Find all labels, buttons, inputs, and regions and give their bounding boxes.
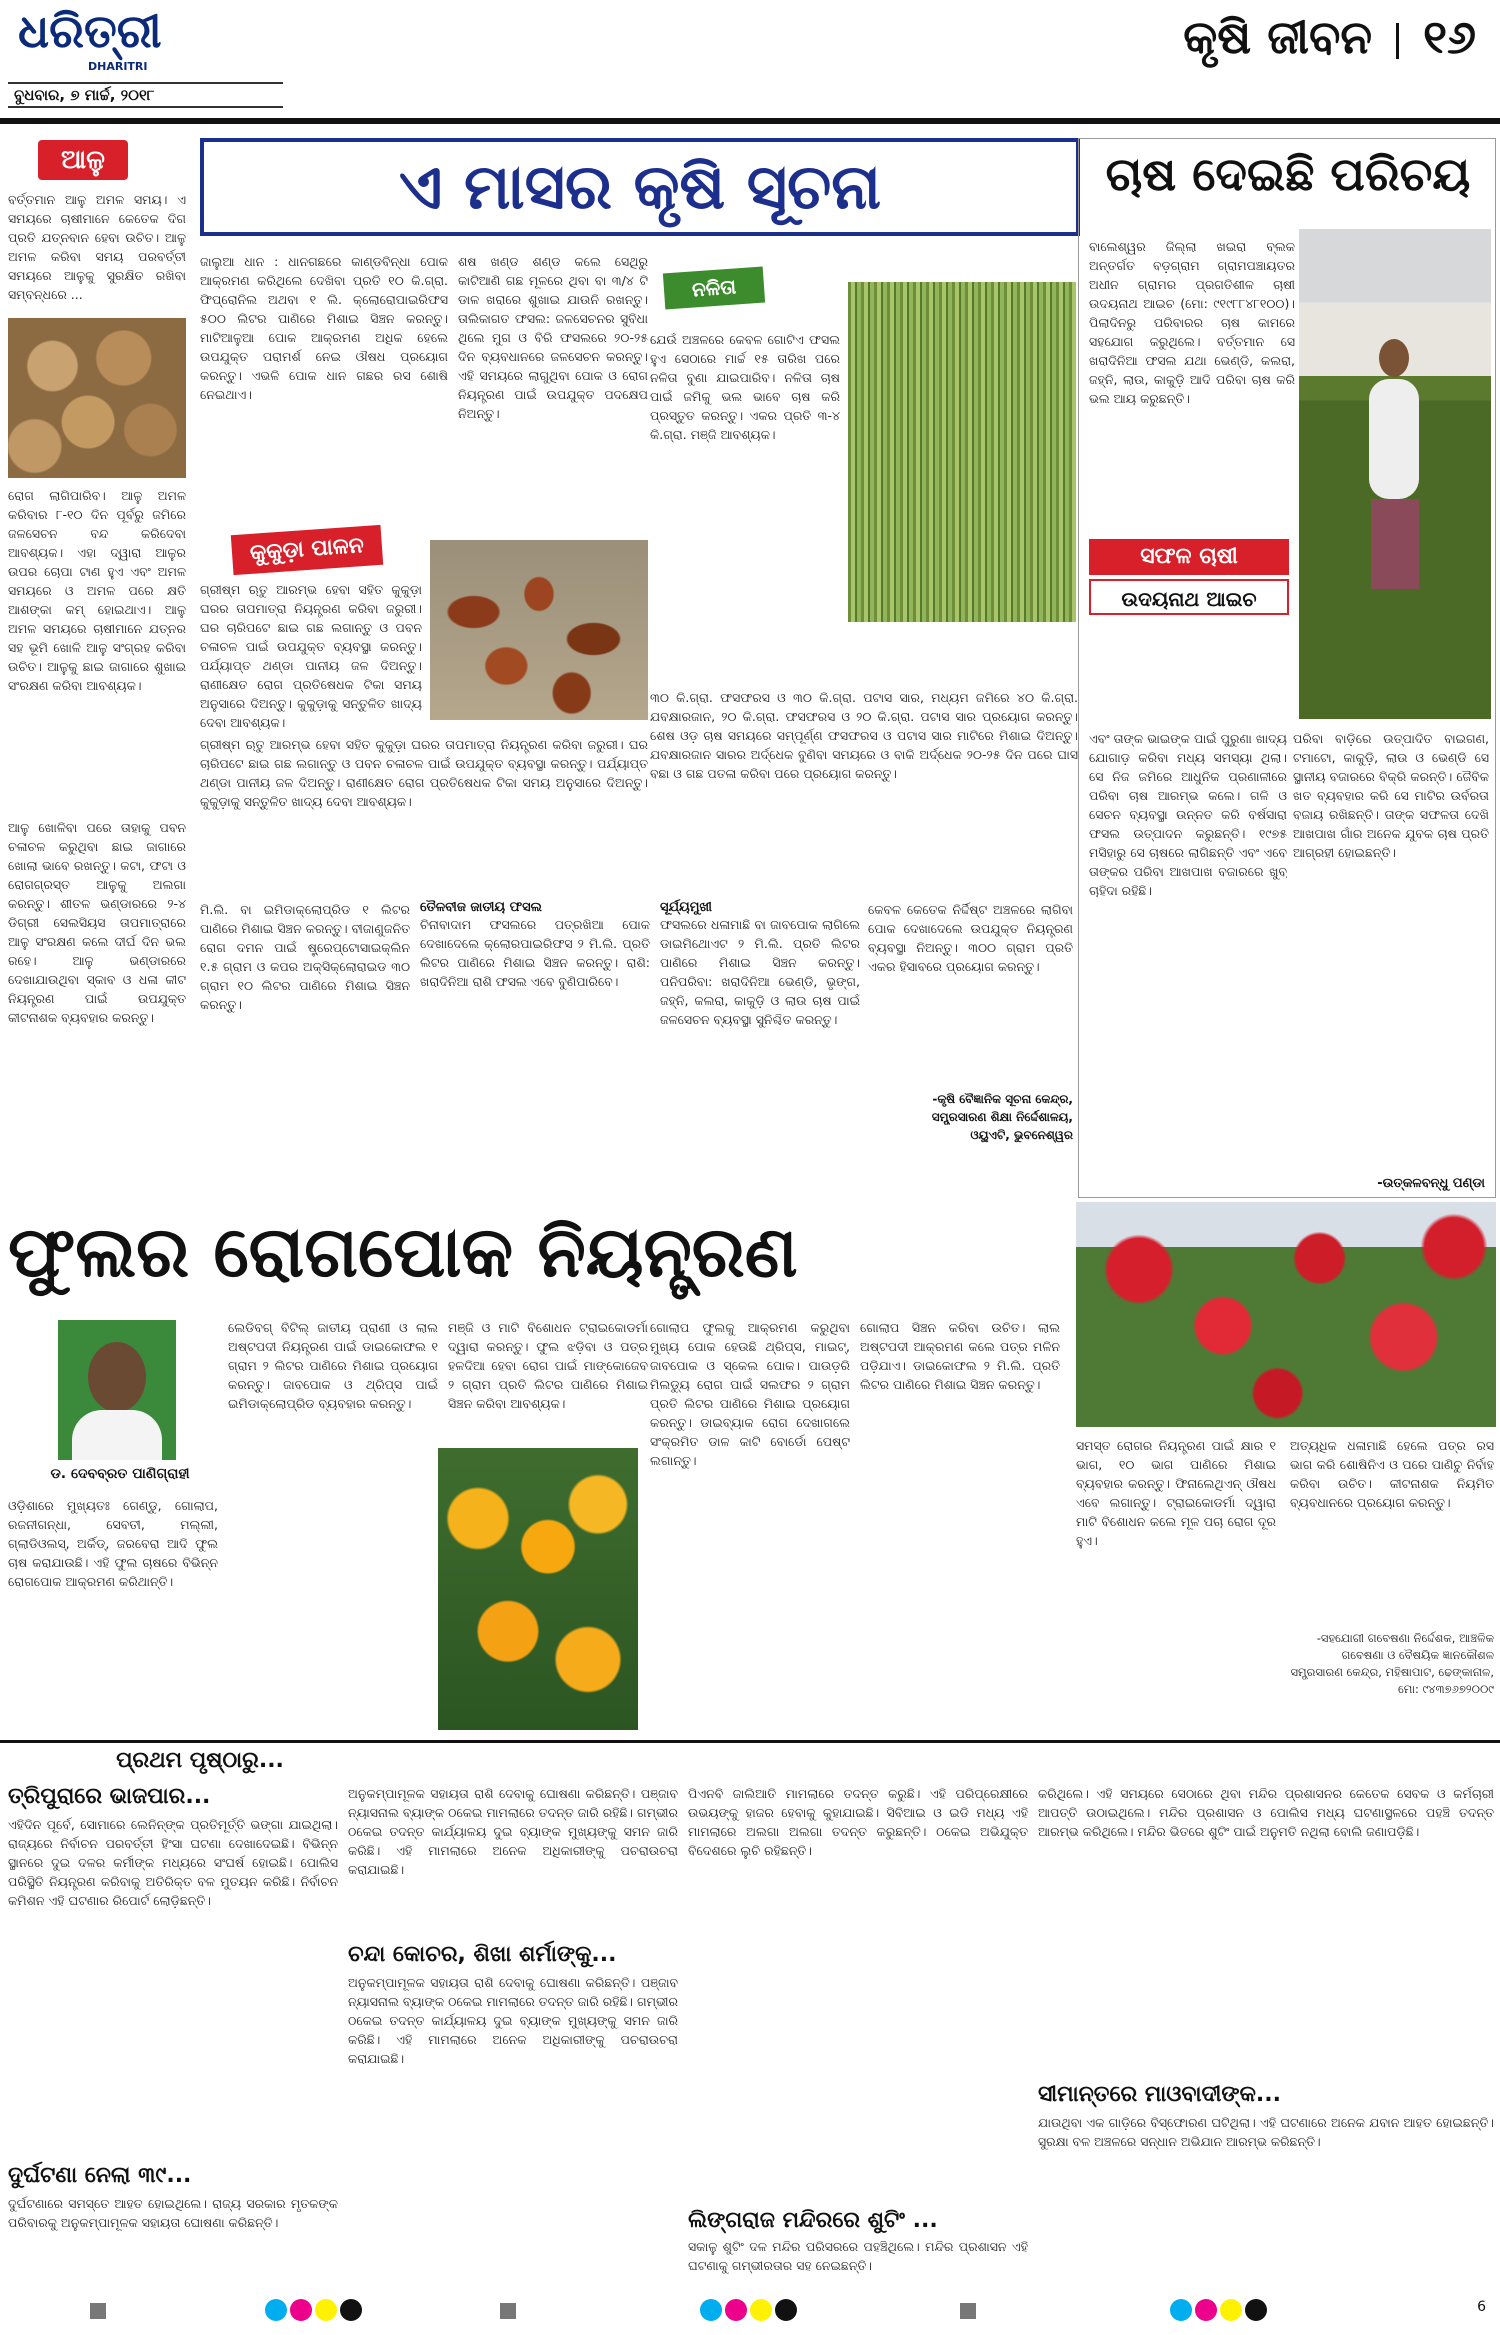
author-face bbox=[88, 1342, 146, 1412]
flower-col-1: ଲେଡିବଗ୍ ବିଟିଲ୍ ଜାତୀୟ ପ୍ରାଣୀ ଓ ଲାଲ ଅଷ୍ଟପଦୀ ନିୟନ୍ତ୍ରଣ ପାଇଁ ଡାଇକୋଫଲ ୧ ଗ୍ରାମ ୨ ଲିଟର ପାଣିରେ ମିଶାଇ ପ୍ରୟୋଗ କରନ୍ତୁ। ଜାବପୋକ ଓ ଥ୍ରିପ୍ସ ପାଇଁ ଇମିଡାକ୍ଲୋପ୍ରିଡ ବ୍ୟବହାର କରନ୍ତୁ। bbox=[228, 1320, 438, 1411]
cyan-dot-3 bbox=[1170, 2299, 1192, 2321]
month-headline: ଏ ମାସର କୃଷି ସୂଚନା bbox=[398, 150, 882, 223]
logo-text: ଧରିତ୍ରୀ bbox=[18, 4, 162, 58]
story-6-text: କରିଥିଲେ। ଏହି ସମୟରେ ସେଠାରେ ଥିବା ମନ୍ଦିର ପ୍ରଶାସନର କେତେକ ସେବକ ଓ କର୍ମଚାରୀ ଆପତ୍ତି ଉଠାଇଥିଲେ। ମନ୍ଦିର ପ୍ରଶାସନ ଓ ପୋଲିସ ମଧ୍ୟ ଘଟଣାସ୍ଥଳରେ ପହଞ୍ଚି ତଦନ୍ତ ଆରମ୍ଭ କରିଥିଲେ। ମନ୍ଦିର ଭିତରେ ଶୁଟିଂ ପାଇଁ ଅନୁମତି ନଥିଲା ବୋଲି ଜଣାପଡ଼ିଛି। bbox=[1038, 1786, 1494, 1839]
profile-author: -ଉତ୍କଳବନ୍ଧୁ ପଣ୍ଡା bbox=[1377, 1176, 1485, 1191]
month-headline-box bbox=[200, 138, 1080, 236]
profile-tag-1: ସଫଳ ଚାଷୀ bbox=[1089, 539, 1289, 575]
continued-label: ପ୍ରଥମ ପୃଷ୍ଠାରୁ... bbox=[116, 1748, 284, 1773]
poultry-article bbox=[200, 530, 650, 890]
middle-col-4: କେବଳ କେତେକ ନିର୍ଦ୍ଦିଷ୍ଟ ଅଞ୍ଚଳରେ ଲାଗିବା ପୋକ ଦେଖାଦେଲେ ଉପଯୁକ୍ତ ନିୟନ୍ତ୍ରଣ ବ୍ୟବସ୍ଥା ନିଅନ୍ତୁ। ୩୦୦ ଗ୍ରାମ ପ୍ରତି ଏକର ହିସାବରେ ପ୍ରୟୋଗ କରନ୍ତୁ। bbox=[868, 902, 1073, 974]
black-dot-3 bbox=[1245, 2299, 1267, 2321]
continued-col-3 bbox=[688, 1784, 1028, 2274]
section-divider bbox=[1396, 23, 1399, 59]
middle-signature-1: -କୃଷି ବୈଜ୍ଞାନିକ ସୂଚନା କେନ୍ଦ୍ର, bbox=[932, 1092, 1073, 1106]
logo bbox=[18, 4, 238, 76]
author-shirt bbox=[72, 1410, 162, 1460]
flower-headline: ଫୁଲର ରୋଗପୋକ ନିୟନ୍ତ୍ରଣ bbox=[8, 1210, 798, 1293]
farmer-photo bbox=[1299, 229, 1491, 719]
dateline: ବୁଧବାର, ୭ ମାର୍ଚ୍ଚ, ୨୦୧୮ bbox=[8, 82, 283, 108]
aloo-article bbox=[8, 138, 188, 1168]
black-dot-1 bbox=[340, 2299, 362, 2321]
yellow-dot-3 bbox=[1220, 2299, 1242, 2321]
yellow-dot-1 bbox=[315, 2299, 337, 2321]
flower-intro: ଓଡ଼ିଶାରେ ମୁଖ୍ୟତଃ ଗେଣ୍ଡୁ, ଗୋଲାପ, ରଜନୀଗନ୍ଧା, ସେବତୀ, ମଲ୍ଲୀ, ଗ୍ଲାଡିଓଲସ୍, ଅର୍କିଡ୍, ଜରବେରା ଆଦି ଫୁଲ ଚାଷ କରାଯାଉଛି। ଏହି ଫୁଲ ଚାଷରେ ବିଭିନ୍ନ ରୋଗପୋକ ଆକ୍ରମଣ କରିଥାନ୍ତି। bbox=[8, 1498, 218, 1589]
nalita-label: ନଳିତା bbox=[663, 267, 765, 310]
registration-square-2 bbox=[500, 2303, 516, 2319]
jute-photo bbox=[848, 282, 1076, 622]
profile-article bbox=[1078, 138, 1496, 1198]
middle-col-2: ଚିନାବାଦାମ ଫସଲରେ ପତ୍ରଖିଆ ପୋକ ଦେଖାଦେଲେ କ୍ଲୋରପାଇରିଫସ ୨ ମି.ଲି. ପ୍ରତି ଲିଟର ପାଣିରେ ମିଶାଇ ସିଞ୍ଚନ କରନ୍ତୁ। ରାଶି: ଖରାଦିନିଆ ରାଶି ଫସଲ ଏବେ ବୁଣିପାରିବେ। bbox=[420, 917, 650, 989]
middle-col-2-head: ତୈଳବୀଜ ଜାତୀୟ ଫସଲ bbox=[420, 900, 542, 915]
aloo-text-3: ଆଳୁ ଖୋଳିବା ପରେ ତାହାକୁ ପବନ ଚଳାଚଳ କରୁଥିବା ଛାଇ ଜାଗାରେ ଖୋଲା ଭାବେ ରଖନ୍ତୁ। କଟା, ଫଟା ଓ ରୋଗଗ୍ରସ୍ତ ଆଳୁକୁ ଅଲଗା କରନ୍ତୁ। ଶୀତଳ ଭଣ୍ଡାରରେ ୨-୪ ଡିଗ୍ରୀ ସେଲସିୟସ ତାପମାତ୍ରାରେ ଆଳୁ ସଂରକ୍ଷଣ କଲେ ଦୀର୍ଘ ଦିନ ଭଲ ରହେ। ଆଳୁ ଭଣ୍ଡାରରେ ଦେଖାଯାଉଥିବା ସ୍କାବ ଓ ଧଳା କୀଟ ନିୟନ୍ତ୍ରଣ ପାଇଁ ଉପଯୁକ୍ତ କୀଟନାଶକ ବ୍ୟବହାର କରନ୍ତୁ। bbox=[8, 820, 186, 1025]
section-title bbox=[1183, 10, 1476, 66]
magenta-dot-2 bbox=[725, 2299, 747, 2321]
story-1-text: ଏହିଦିନ ପୂର୍ବେ, ସୋମାରେ ଲେନିନ୍‌ଙ୍କ ପ୍ରତିମୂର୍ତ୍ତି ଭଙ୍ଗା ଯାଇଥିଲା। ରାଜ୍ୟରେ ନିର୍ବାଚନ ପରବର୍ତ୍ତୀ ହିଂସା ଘଟଣା ଦେଖାଦେଇଛି। ବିଭିନ୍ନ ସ୍ଥାନରେ ଦୁଇ ଦଳର କର୍ମୀଙ୍କ ମଧ୍ୟରେ ସଂଘର୍ଷ ହୋଇଛି। ପୋଲିସ ପରିସ୍ଥିତି ନିୟନ୍ତ୍ରଣ କରିବାକୁ ଅତିରିକ୍ତ ବଳ ମୁତୟନ କରିଛି। ନିର୍ବାଚନ କମିଶନ ଏହି ଘଟଣାର ରିପୋର୍ଟ ଲୋଡ଼ିଛନ୍ତି। bbox=[8, 1817, 338, 1908]
continued-col-4 bbox=[1038, 1784, 1494, 2274]
poultry-text-a: ଗ୍ରୀଷ୍ମ ଋତୁ ଆରମ୍ଭ ହେବା ସହିତ କୁକୁଡ଼ା ଘରର ତାପମାତ୍ରା ନିୟନ୍ତ୍ରଣ କରିବା ଜରୁରୀ। ଘର ଚାରିପଟେ ଛାଇ ଗଛ ଲଗାନ୍ତୁ ଓ ପବନ ଚଳାଚଳ ପାଇଁ ଉପଯୁକ୍ତ ବ୍ୟବସ୍ଥା କରନ୍ତୁ। ପର୍ଯ୍ୟାପ୍ତ ଥଣ୍ଡା ପାନୀୟ ଜଳ ଦିଅନ୍ତୁ। ରାଣୀକ୍ଷେତ ରୋଗ ପ୍ରତିଷେଧକ ଟିକା ସମୟ ଅନୁସାରେ ଦିଅନ୍ତୁ। କୁକୁଡ଼ାକୁ ସନ୍ତୁଳିତ ଖାଦ୍ୟ ଦେବା ଆବଶ୍ୟକ। bbox=[200, 582, 422, 730]
nalita-text: ଯେଉଁ ଅଞ୍ଚଳରେ କେବଳ ଗୋଟିଏ ଫସଲ ହୁଏ ସେଠାରେ ମାର୍ଚ୍ଚ ୧୫ ତାରିଖ ପରେ ନଳିତା ବୁଣା ଯାଇପାରିବ। ନଳିତା ଚାଷ ପାଇଁ ଜମିକୁ ଭଲ ଭାବେ ଚାଷ କରି ପ୍ରସ୍ତୁତ କରନ୍ତୁ। ଏକର ପ୍ରତି ୩-୪ କି.ଗ୍ରା. ମଞ୍ଜି ଆବଶ୍ୟକ। bbox=[650, 332, 840, 442]
profile-text-2: ଏବଂ ତାଙ୍କ ଭାଇଙ୍କ ପାଇଁ ପୁରୁଣା ଖାଦ୍ୟ ଯୋଗାଡ଼ କରିବା ମଧ୍ୟ ସମସ୍ୟା ଥିଲା। ସେ ନିଜ ଜମିରେ ଆଧୁନିକ ପ୍ରଣାଳୀରେ ପରିବା ଚାଷ ଆରମ୍ଭ କଲେ। ଗଳି ଓ ସେଚନ ବ୍ୟବସ୍ଥା ଉନ୍ନତ କରି ବର୍ଷସାରା ଫସଲ ଉତ୍ପାଦନ କରୁଛନ୍ତି। ୧୯୭୫ ମସିହାରୁ ସେ ଚାଷରେ ଲାଗିଛନ୍ତି ଏବଂ ଏବେ ତାଙ୍କର ପରିବା ଆଖପାଖ ବଜାରରେ ଖୁବ୍ ଚାହିଦା ରହିଛି। bbox=[1089, 731, 1287, 898]
continued-col-2 bbox=[348, 1784, 678, 2274]
middle-col-1: ମି.ଲି. ବା ଇମିଡାକ୍ଲୋପ୍ରିଡ ୧ ଲିଟର ପାଣିରେ ମିଶାଇ ସିଞ୍ଚନ କରନ୍ତୁ। ବୀଜାଣୁଜନିତ ରୋଗ ଦମନ ପାଇଁ ଷ୍ଟ୍ରେପ୍ଟୋସାଇକ୍ଲିନ ୧.୫ ଗ୍ରାମ ଓ କପର ଅକ୍ସିକ୍ଲୋରାଇଡ ୩୦ ଗ୍ରାମ ୧୦ ଲିଟର ପାଣିରେ ମିଶାଇ ସିଞ୍ଚନ କରନ୍ତୁ। bbox=[200, 902, 410, 1012]
story-3-title: ଚନ୍ଦା କୋଚର, ଶିଖା ଶର୍ମାଙ୍କୁ... bbox=[348, 1942, 617, 1967]
nalita-text-full: ୩୦ କି.ଗ୍ରା. ଫସଫରସ ଓ ୩୦ କି.ଗ୍ରା. ପଟାସ ସାର, ମଧ୍ୟମ ଜମିରେ ୪୦ କି.ଗ୍ରା. ଯବକ୍ଷାରଜାନ, ୨୦ କି.ଗ୍ରା. ଫସଫରସ ଓ ୨୦ କି.ଗ୍ରା. ପଟାସ ସାର ପ୍ରୟୋଗ କରନ୍ତୁ। ଶେଷ ଓଡ଼ ଚାଷ ସମୟରେ ସମ୍ପୂର୍ଣ୍ଣ ଫସଫରସ ଓ ପଟାସ ସାର ମାଟିରେ ମିଶାଇ ଦିଅନ୍ତୁ। ଯବକ୍ଷାରଜାନ ସାରର ଅର୍ଦ୍ଧେକ ବୁଣିବା ସମୟରେ ଓ ବାକି ଅର୍ଦ୍ଧେକ ୨୦-୨୫ ଦିନ ପରେ ଘାସ ବଛା ଓ ଗଛ ପତଳା କରିବା ପରେ ପ୍ରୟୋଗ କରନ୍ତୁ। bbox=[650, 690, 1078, 781]
black-dot-2 bbox=[775, 2299, 797, 2321]
potato-photo bbox=[8, 318, 186, 478]
magenta-dot-1 bbox=[290, 2299, 312, 2321]
continued-rule bbox=[0, 1740, 1500, 1743]
profile-text-1: ବାଲେଶ୍ୱର ଜିଲ୍ଲା ଖଇରା ବ୍ଲକ ଅନ୍ତର୍ଗତ ବଡ଼ଗ୍ରାମ ଗ୍ରାମପଞ୍ଚାୟତର ଅଧୀନ ଗ୍ରାମର ପ୍ରଗତିଶୀଳ ଚାଷୀ ଉଦୟନାଥ ଆଇଚ (ମୋ: ୯୧୯୮୮୪୮୧୦୦)। ପିଲାଦିନରୁ ପରିବାରର ଚାଷ କାମରେ ସହଯୋଗ କରୁଥିଲେ। ବର୍ତ୍ତମାନ ସେ ଖରାଦିନିଆ ଫସଲ ଯଥା ଭେଣ୍ଡି, କଲରା, ଜହ୍ନି, ଲାଉ, କାକୁଡ଼ି ଆଦି ପରିବା ଚାଷ କରି ଭଲ ଆୟ କରୁଛନ୍ତି। bbox=[1089, 239, 1295, 406]
story-2-text: ଦୁର୍ଘଟଣାରେ ସମସ୍ତେ ଆହତ ହୋଇଥିଲେ। ରାଜ୍ୟ ସରକାର ମୃତକଙ୍କ ପରିବାରକୁ ଅନୁକମ୍ପାମୂଳକ ସହାୟତା ଘୋଷଣା କରିଛନ୍ତି। bbox=[8, 2196, 338, 2230]
story-3-text: ଅନୁକମ୍ପାମୂଳକ ସହାୟତା ରାଶି ଦେବାକୁ ଘୋଷଣା କରିଛନ୍ତି। ପଞ୍ଜାବ ନ୍ୟାସନାଲ ବ୍ୟାଙ୍କ ଠକେଇ ମାମଲାରେ ତଦନ୍ତ ଜାରି ରହିଛି। ଗମ୍ଭୀର ଠକେଇ ତଦନ୍ତ କାର୍ଯ୍ୟାଳୟ ଦୁଇ ବ୍ୟାଙ୍କ ମୁଖ୍ୟଙ୍କୁ ସମନ ଜାରି କରିଛି। ଏହି ମାମଲାରେ ଅନେକ ଅଧିକାରୀଙ୍କୁ ପଚରାଉଚରା କରାଯାଇଛି। bbox=[348, 1975, 678, 2066]
section-name: କୃଷି ଜୀବନ bbox=[1183, 10, 1373, 64]
aloo-text-1: ବର୍ତ୍ତମାନ ଆଳୁ ଅମଳ ସମୟ। ଏ ସମୟରେ ଚାଷୀମାନେ କେତେକ ଦିଗ ପ୍ରତି ଯତ୍ନବାନ ହେବା ଉଚିତ। ଆଳୁ ଅମଳ କରିବା ସମୟ ପରବର୍ତ୍ତୀ ସମୟରେ ଆଳୁକୁ ସୁରକ୍ଷିତ ରଖିବା ସମ୍ବନ୍ଧରେ ... bbox=[8, 192, 186, 302]
page-number: ୧୬ bbox=[1423, 10, 1476, 64]
chickens-photo bbox=[430, 540, 648, 720]
masthead bbox=[0, 0, 1500, 120]
poultry-label: କୁକୁଡ଼ା ପାଳନ bbox=[231, 525, 383, 575]
farmer-figure bbox=[1369, 379, 1419, 499]
middle-col-3-head: ସୂର୍ଯ୍ୟମୁଖୀ bbox=[660, 900, 712, 915]
registration-square-3 bbox=[960, 2303, 976, 2319]
story-5-title: ଲିଙ୍ଗରାଜ ମନ୍ଦିରରେ ଶୁଟିଂ ... bbox=[688, 2208, 938, 2233]
profile-headline: ଚାଷ ଦେଇଛି ପରିଚୟ bbox=[1105, 147, 1471, 201]
roses-photo bbox=[1076, 1202, 1496, 1427]
month-col-2: ଶଷ ଖଣ୍ଡ ଶଣ୍ଡ କଲେ ସେଥିରୁ କାଟିଆଣି ଗଛ ମୂଳରେ ଥିବା ବା ୩/୪ ଟି ଡାଳ ଖରାରେ ଶୁଖାଇ ଯାଉନି ରଖନ୍ତୁ। ତାଲିକାଗତ ଫସଲ: ଜଳସେଚନର ସୁବିଧା ଥିଲେ ମୁଗ ଓ ବିରି ଫସଲରେ ୨୦-୨୫ ଦିନ ବ୍ୟବଧାନରେ ଜଳସେଚନ କରନ୍ତୁ। ଏହି ସମୟରେ ଲାଗୁଥିବା ପୋକ ଓ ରୋଗ ନିୟନ୍ତ୍ରଣ ପାଇଁ ଉପଯୁକ୍ତ ପଦକ୍ଷେପ ନିଅନ୍ତୁ। bbox=[458, 254, 648, 421]
marigold-photo bbox=[438, 1448, 638, 1730]
poultry-text-b: ଗ୍ରୀଷ୍ମ ଋତୁ ଆରମ୍ଭ ହେବା ସହିତ କୁକୁଡ଼ା ଘରର ତାପମାତ୍ରା ନିୟନ୍ତ୍ରଣ କରିବା ଜରୁରୀ। ଘର ଚାରିପଟେ ଛାଇ ଗଛ ଲଗାନ୍ତୁ ଓ ପବନ ଚଳାଚଳ ପାଇଁ ଉପଯୁକ୍ତ ବ୍ୟବସ୍ଥା କରନ୍ତୁ। ପର୍ଯ୍ୟାପ୍ତ ଥଣ୍ଡା ପାନୀୟ ଜଳ ଦିଅନ୍ତୁ। ରାଣୀକ୍ଷେତ ରୋଗ ପ୍ରତିଷେଧକ ଟିକା ସମୟ ଅନୁସାରେ ଦିଅନ୍ତୁ। କୁକୁଡ଼ାକୁ ସନ୍ତୁଳିତ ଖାଦ୍ୟ ଦେବା ଆବଶ୍ୟକ। bbox=[200, 737, 648, 809]
middle-signature-2: ସମ୍ପ୍ରସାରଣ ଶିକ୍ଷା ନିର୍ଦ୍ଦେଶାଳୟ, bbox=[931, 1110, 1073, 1124]
profile-text-3: ପରିବା ବାଡ଼ିରେ ଉତ୍ପାଦିତ ବାଇଗଣ, ଟମାଟୋ, କାକୁଡ଼ି, ଲାଉ ଓ ଭେଣ୍ଡି ସେ ସ୍ଥାନୀୟ ବଜାରରେ ବିକ୍ରି କରନ୍ତି। ଜୈବିକ ଖତ ବ୍ୟବହାର କରି ସେ ମାଟିର ଉର୍ବରତା ବଜାୟ ରଖିଛନ୍ତି। ତାଙ୍କ ସଫଳତା ଦେଖି ଆଖପାଖ ଗାଁର ଅନେକ ଯୁବକ ଚାଷ ପ୍ରତି ଆଗ୍ରହୀ ହୋଇଛନ୍ତି। bbox=[1293, 731, 1489, 860]
month-col-1: ଜାଲୁଆ ଧାନ : ଧାନଗଛରେ କାଣ୍ଡବିନ୍ଧା ପୋକ ଆକ୍ରମଣ କରିଥିଲେ ଦେଖିବା ପ୍ରତି ୧୦ କି.ଗ୍ରା. ଫିପ୍ରୋନିଲ ଅଥବା ୧ ଲି. କ୍ଲୋରୋପାଇରିଫସ ୫୦୦ ଲିଟର ପାଣିରେ ମିଶାଇ ସିଞ୍ଚନ କରନ୍ତୁ। ମାଟିଆଳୁଆ ପୋକ ଆକ୍ରମଣ ଅଧିକ ହେଲେ ଉପଯୁକ୍ତ ପରାମର୍ଶ ନେଇ ଔଷଧ ପ୍ରୟୋଗ କରନ୍ତୁ। ଏଭଳି ପୋକ ଧାନ ଗଛର ରସ ଶୋଷି ନେଇଥାଏ। bbox=[200, 254, 448, 402]
footer-page-mark: 6 bbox=[1477, 2299, 1486, 2315]
farmer-lungi bbox=[1371, 499, 1419, 589]
story-7-title: ସୀମାନ୍ତରେ ମାଓବାଦୀଙ୍କ... bbox=[1038, 2082, 1281, 2107]
aloo-label: ଆଳୁ bbox=[38, 140, 128, 180]
flower-col-4: ଗୋଲାପ ସିଞ୍ଚନ କରିବା ଉଚିତ। ଲାଲ ଅଷ୍ଟପଦୀ ଆକ୍ରମଣ କଲେ ପତ୍ର ମଳିନ ପଡ଼ିଯାଏ। ଡାଇକୋଫଲ ୨ ମି.ଲି. ପ୍ରତି ଲିଟର ପାଣିରେ ମିଶାଇ ସିଞ୍ଚନ କରନ୍ତୁ। bbox=[860, 1320, 1060, 1392]
yellow-dot-2 bbox=[750, 2299, 772, 2321]
story-2-title: ଦୁର୍ଘଟଣା ନେଲା ୩୯... bbox=[8, 2163, 192, 2188]
story-3-lead: ଅନୁକମ୍ପାମୂଳକ ସହାୟତା ରାଶି ଦେବାକୁ ଘୋଷଣା କରିଛନ୍ତି। ପଞ୍ଜାବ ନ୍ୟାସନାଲ ବ୍ୟାଙ୍କ ଠକେଇ ମାମଲାରେ ତଦନ୍ତ ଜାରି ରହିଛି। ଗମ୍ଭୀର ଠକେଇ ତଦନ୍ତ କାର୍ଯ୍ୟାଳୟ ଦୁଇ ବ୍ୟାଙ୍କ ମୁଖ୍ୟଙ୍କୁ ସମନ ଜାରି କରିଛି। ଏହି ମାମଲାରେ ଅନେକ ଅଧିକାରୀଙ୍କୁ ପଚରାଉଚରା କରାଯାଇଛି। bbox=[348, 1786, 678, 1877]
cyan-dot-1 bbox=[265, 2299, 287, 2321]
flower-col-6: ଅତ୍ୟଧିକ ଧଳାମାଛି ହେଲେ ପତ୍ର ରସ ଭାଗ କରି ଶୋଷିନିଏ ଓ ପରେ ପାଣିଚୁ ନିର୍ବାହ କରିବା ଉଚିତ। କୀଟନାଶକ ନିୟମିତ ବ୍ୟବଧାନରେ ପ୍ରୟୋଗ କରନ୍ତୁ। bbox=[1290, 1438, 1494, 1510]
author-photo bbox=[58, 1320, 176, 1460]
nalita-article bbox=[650, 262, 1078, 682]
middle-signature bbox=[868, 1090, 1073, 1144]
flower-col-3: ଗୋଲାପ ଫୁଲକୁ ଆକ୍ରମଣ କରୁଥିବା ମୁଖ୍ୟ ପୋକ ହେଉଛି ଥ୍ରିପ୍ସ, ମାଇଟ୍, ଜାବପୋକ ଓ ସ୍କେଲ ପୋକ। ପାଉଡ଼ରି ମିଲଡ୍ୟୁ ରୋଗ ପାଇଁ ସଲଫର ୨ ଗ୍ରାମ ପ୍ରତି ଲିଟର ପାଣିରେ ମିଶାଇ ପ୍ରୟୋଗ କରନ୍ତୁ। ଡାଇବ୍ୟାକ ରୋଗ ଦେଖାଗଲେ ସଂକ୍ରମିତ ଡାଳ କାଟି ବୋର୍ଡୋ ପେଷ୍ଟ ଲଗାନ୍ତୁ। bbox=[650, 1320, 850, 1468]
print-footer bbox=[0, 2285, 1500, 2335]
middle-signature-3: ଓୟୁଏଟି, ଭୁବନେଶ୍ୱର bbox=[970, 1128, 1073, 1142]
logo-subtitle: DHARITRI bbox=[88, 60, 148, 73]
cyan-dot-2 bbox=[700, 2299, 722, 2321]
farmer-head bbox=[1379, 339, 1409, 377]
profile-tag-2: ଉଦୟନାଥ ଆଇଚ bbox=[1089, 579, 1289, 615]
flower-signoff: -ସହଯୋଗୀ ଗବେଷଣା ନିର୍ଦ୍ଦେଶକ, ଆଞ୍ଚଳିକ ଗବେଷଣା ଓ ବୈଷୟିକ ଜ୍ଞାନକୌଶଳ ସମ୍ପ୍ରସାରଣ କେନ୍ଦ୍ର, ମହିଷାପାଟ, ଢେଙ୍କାନାଳ, ମୋ: ୯୪୩୭୬୭୨୦୦୯ bbox=[1290, 1631, 1494, 1696]
top-rule bbox=[0, 118, 1500, 124]
middle-col-4-wrap bbox=[868, 900, 1073, 1190]
story-7-text: ଯାଉଥିବା ଏକ ଗାଡ଼ିରେ ବିସ୍ଫୋରଣ ଘଟିଥିଲା। ଏହି ଘଟଣାରେ ଅନେକ ଯବାନ ଆହତ ହୋଇଛନ୍ତି। ସୁରକ୍ଷା ବଳ ଅଞ୍ଚଳରେ ସନ୍ଧାନ ଅଭିଯାନ ଆରମ୍ଭ କରିଛନ୍ତି। bbox=[1038, 2115, 1494, 2149]
aloo-text-2: ରୋଗ ଲାଗିପାରିବ। ଆଳୁ ଅମଳ କରିବାର ୮-୧୦ ଦିନ ପୂର୍ବରୁ ଜମିରେ ଜଳସେଚନ ବନ୍ଦ କରିଦେବା ଆବଶ୍ୟକ। ଏହା ଦ୍ୱାରା ଆଳୁର ଉପର ଚୋପା ଟାଣ ହୁଏ ଏବଂ ଅମଳ ସମୟରେ ଓ ଅମଳ ପରେ କ୍ଷତି ଆଶଙ୍କା କମ୍ ହୋଇଥାଏ। ଆଳୁ ଅମଳ ସମୟରେ ଚାଷୀମାନେ ଯତ୍ନର ସହ ଭୂମି ଖୋଳି ଆଳୁ ସଂଗ୍ରହ କରିବା ଉଚିତ। ଆଳୁକୁ ଛାଇ ଜାଗାରେ ଶୁଖାଇ ସଂରକ୍ଷଣ କରିବା ଆବଶ୍ୟକ। bbox=[8, 488, 186, 693]
middle-col-2-wrap bbox=[420, 900, 650, 1190]
flower-col-5: ସମସ୍ତ ରୋଗର ନିୟନ୍ତ୍ରଣ ପାଇଁ କ୍ଷାର ୧ ଭାଗ, ୧୦ ଭାଗ ପାଣିରେ ମିଶାଇ ବ୍ୟବହାର କରନ୍ତୁ। ଫିନାଲେଥିଏନ୍ ଔଷଧ ଏବେ ଲଗାନ୍ତୁ। ଟ୍ରାଇକୋଡର୍ମା ଦ୍ୱାରା ମାଟି ବିଶୋଧନ କଲେ ମୂଳ ପଚା ରୋଗ ଦୂର ହୁଏ। bbox=[1076, 1438, 1276, 1548]
magenta-dot-3 bbox=[1195, 2299, 1217, 2321]
story-4-text: ପିଏନବି ଜାଲିଆତି ମାମଲାରେ ତଦନ୍ତ କରୁଛି। ଏହି ପରିପ୍ରେକ୍ଷୀରେ ଉଭୟଙ୍କୁ ହାଜର ହେବାକୁ କୁହାଯାଇଛି। ସିବିଆଇ ଓ ଇଡି ମଧ୍ୟ ଏହି ମାମଲାରେ ଅଲଗା ଅଲଗା ତଦନ୍ତ କରୁଛନ୍ତି। ଠକେଇ ଅଭିଯୁକ୍ତ ବିଦେଶରେ ଲୁଚି ରହିଛନ୍ତି। bbox=[688, 1786, 1028, 1858]
registration-square-1 bbox=[90, 2303, 106, 2319]
continued-col-1 bbox=[8, 1784, 338, 2274]
story-1-title: ତ୍ରିପୁରାରେ ଭାଜପାର... bbox=[8, 1784, 211, 1809]
middle-col-3: ଫସଲରେ ଧଳାମାଛି ବା ଜାବପୋକ ଲାଗିଲେ ଡାଇମିଥୋଏଟ ୨ ମି.ଲି. ପ୍ରତି ଲିଟର ପାଣିରେ ମିଶାଇ ସିଞ୍ଚନ କରନ୍ତୁ। ପନିପରିବା: ଖରାଦିନିଆ ଭେଣ୍ଡି, ଭୃଙ୍ଗ, ଜହ୍ନି, କଲରା, କାକୁଡ଼ି ଓ ଲାଉ ଚାଷ ପାଇଁ ଜଳସେଚନ ବ୍ୟବସ୍ଥା ସୁନିଶ୍ଚିତ କରନ୍ତୁ। bbox=[660, 917, 860, 1027]
flower-col-2: ମଞ୍ଜି ଓ ମାଟି ବିଶୋଧନ ଟ୍ରାଇକୋଡର୍ମା ଦ୍ୱାରା କରନ୍ତୁ। ଫୁଲ ଝଡ଼ିବା ଓ ପତ୍ର ହଳଦିଆ ହେବା ରୋଗ ପାଇଁ ମାଙ୍କୋଜେବ ୨ ଗ୍ରାମ ପ୍ରତି ଲିଟର ପାଣିରେ ମିଶାଇ ସିଞ୍ଚନ କରିବା ଆବଶ୍ୟକ। bbox=[448, 1320, 648, 1411]
middle-col-3-wrap bbox=[660, 900, 860, 1190]
story-5-text: ସକାଳୁ ଶୁଟିଂ ଦଳ ମନ୍ଦିର ପରିସରରେ ପହଞ୍ଚିଥିଲେ। ମନ୍ଦିର ପ୍ରଶାସନ ଏହି ଘଟଣାକୁ ଗମ୍ଭୀରତାର ସହ ନେଇଛନ୍ତି। bbox=[688, 2239, 1028, 2273]
flower-author: ଡ. ଦେବବ୍ରତ ପାଣିଗ୍ରାହୀ bbox=[50, 1466, 190, 1482]
